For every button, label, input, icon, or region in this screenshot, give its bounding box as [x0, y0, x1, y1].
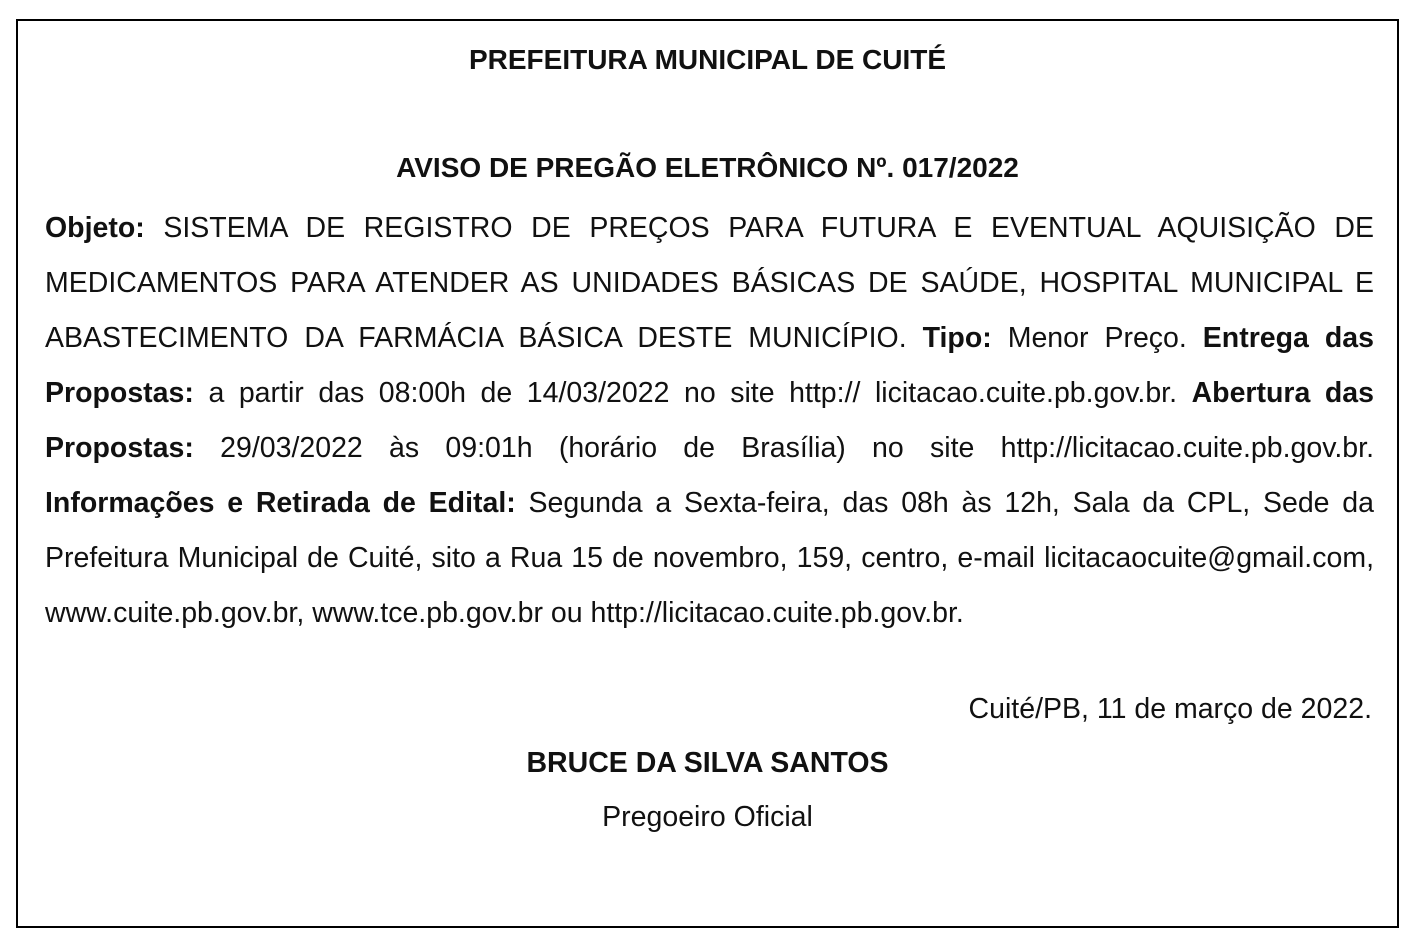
informacoes-label: Informações e Retirada de Edital: — [45, 487, 516, 519]
informacoes-text: Segunda a Sexta-feira, das 08h às 12h, Sala da CPL, Sede da Prefeitura Municipal de Cuité, sito a Rua 15 de novembro, 159, centro, e-mail licitacaocuite@gmail.com, www.cuite.pb.gov.br, www.tce.pb.gov.br ou http://licitacao.cuite.pb.gov.br. — [45, 487, 1374, 629]
abertura-text: 29/03/2022 às 09:01h (horário de Brasília) no site http://licitacao.cuite.pb.gov.br. — [220, 432, 1374, 464]
objeto-text: SISTEMA DE REGISTRO DE PREÇOS PARA FUTURA E EVENTUAL AQUISIÇÃO DE MEDICAMENTOS PARA ATENDER AS UNIDADES BÁSICAS DE SAÚDE, HOSPITAL MUNICIPAL E ABASTECIMENTO DA FARMÁCIA BÁSICA DESTE MUNICÍPIO. — [45, 212, 1374, 354]
abertura-label: Abertura das Propostas: — [45, 377, 1375, 464]
notice-frame — [16, 19, 1399, 928]
notice-body — [45, 201, 1374, 641]
entrega-text: a partir das 08:00h de 14/03/2022 no site http:// licitacao.cuite.pb.gov.br. — [208, 377, 1178, 409]
tipo-label: Tipo: — [922, 322, 992, 354]
objeto-label: Objeto: — [45, 212, 145, 244]
notice-title: AVISO DE PREGÃO ELETRÔNICO Nº. 017/2022 — [396, 152, 1019, 183]
signer-role: Pregoeiro Oficial — [602, 801, 813, 833]
date-line: Cuité/PB, 11 de março de 2022. — [968, 693, 1372, 725]
agency-title: PREFEITURA MUNICIPAL DE CUITÉ — [468, 44, 947, 75]
entrega-label: Entrega das Propostas: — [45, 322, 1374, 409]
signer-name: BRUCE DA SILVA SANTOS — [526, 747, 889, 779]
tipo-text: Menor Preço. — [1007, 322, 1187, 354]
